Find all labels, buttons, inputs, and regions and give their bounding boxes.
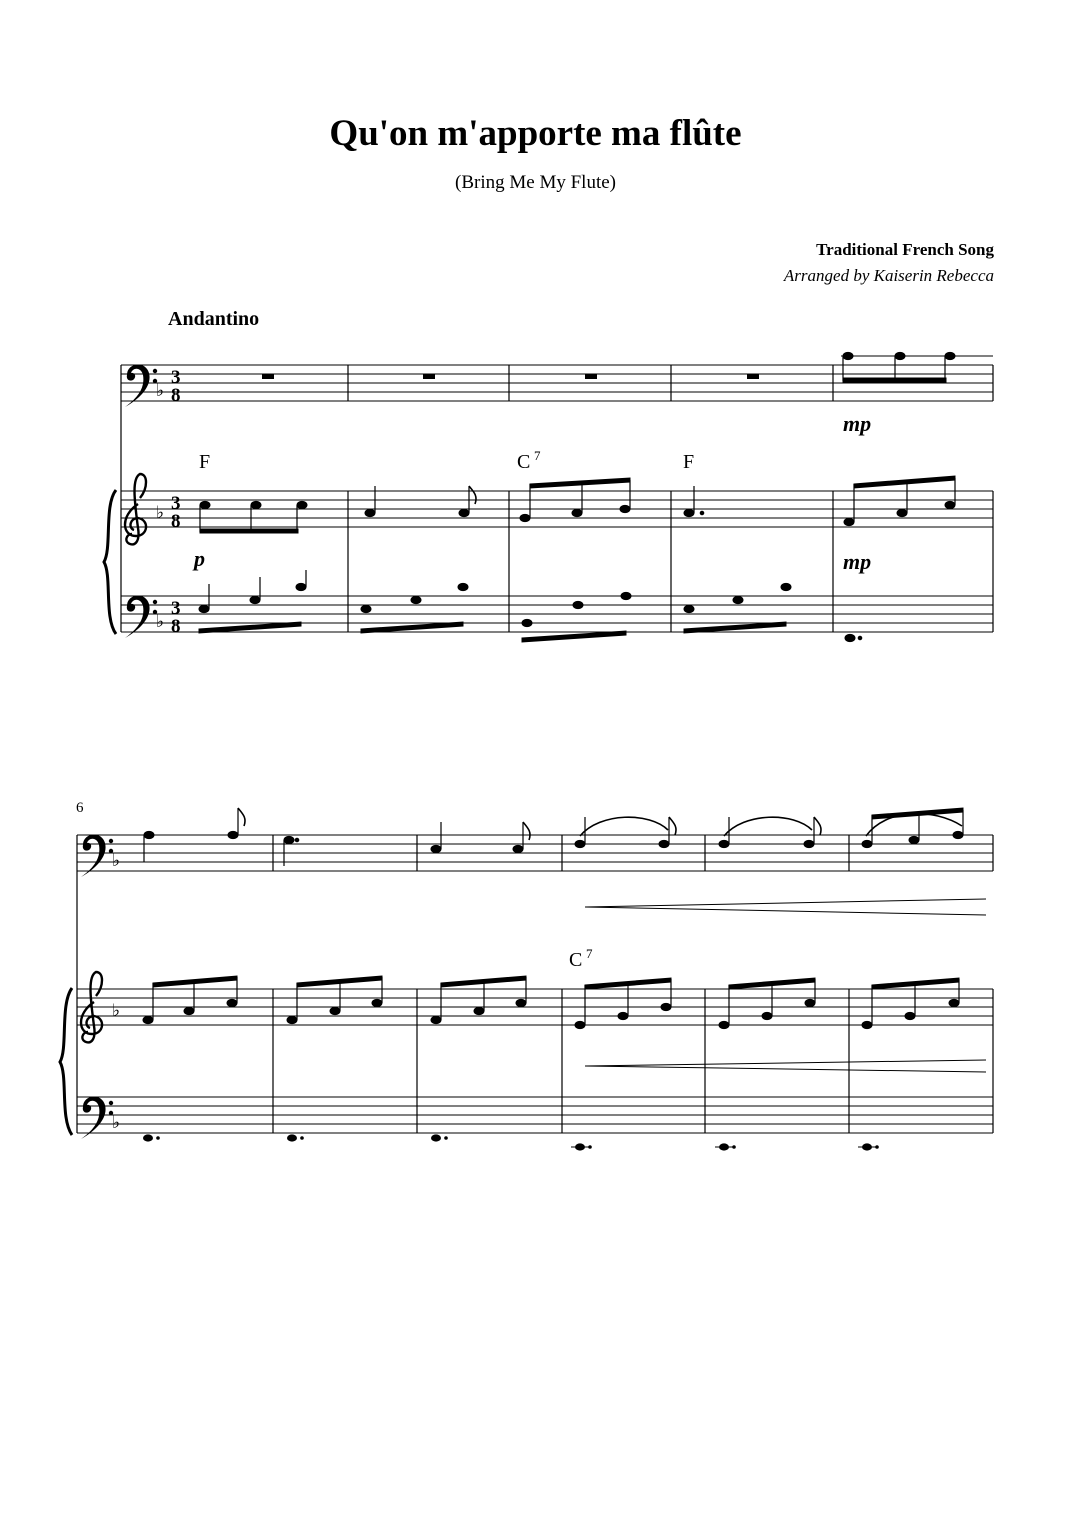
crescendo-hairpin — [585, 1060, 986, 1072]
svg-text:3: 3 — [171, 598, 181, 619]
key-signature-flats-2 — [112, 851, 120, 1133]
svg-text:♭: ♭ — [112, 1113, 121, 1133]
tempo-marking: Andantino — [168, 308, 260, 330]
system-1 — [104, 365, 993, 634]
piano-treble-notes-2 — [143, 976, 959, 1029]
solo-notes-2 — [144, 808, 963, 866]
arranger-credit: Arranged by Kaiserin Rebecca — [783, 266, 994, 285]
dynamic-mp: mp — [843, 411, 872, 436]
chord-symbol: C — [569, 949, 583, 971]
svg-text:8: 8 — [171, 616, 181, 637]
chord-superscript: 7 — [586, 946, 593, 961]
solo-staff-2 — [77, 835, 993, 871]
svg-text:♭: ♭ — [156, 381, 165, 401]
svg-text:3: 3 — [171, 367, 181, 388]
dynamic-mp: mp — [843, 549, 872, 574]
svg-text:♭: ♭ — [112, 1001, 121, 1021]
chord-superscript: 7 — [534, 448, 541, 463]
chord-symbol: F — [683, 451, 695, 473]
piano-treble-staff-1 — [121, 491, 993, 527]
measure-number: 6 — [76, 800, 84, 816]
composer-credit: Traditional French Song — [816, 240, 994, 259]
piano-bass-staff-2 — [77, 1097, 993, 1133]
score-subtitle: (Bring Me My Flute) — [455, 172, 616, 193]
svg-text:♭: ♭ — [156, 612, 165, 632]
piano-treble-staff-2 — [77, 989, 993, 1025]
svg-text:3: 3 — [171, 493, 181, 514]
svg-text:♭: ♭ — [112, 851, 121, 871]
solo-staff-1 — [121, 365, 993, 401]
piano-bass-notes-1 — [199, 570, 862, 642]
barlines-1 — [348, 365, 993, 632]
dynamic-p: p — [194, 546, 205, 571]
piano-bass-notes-2 — [143, 1134, 879, 1150]
svg-text:♭: ♭ — [156, 503, 165, 523]
score-title: Qu'on m'apporte ma flûte — [329, 113, 742, 154]
key-signature-flats-1 — [156, 381, 164, 632]
piano-brace-2 — [60, 988, 72, 1135]
crescendo-hairpin — [585, 899, 986, 915]
svg-text:8: 8 — [171, 511, 181, 532]
piano-treble-notes-1 — [200, 476, 955, 533]
chord-symbol: C — [517, 451, 531, 473]
chord-symbol: F — [199, 451, 211, 473]
piano-brace-1 — [104, 490, 116, 634]
whole-rests-1 — [262, 374, 759, 379]
solo-notes-m5 — [841, 352, 993, 382]
svg-text:8: 8 — [171, 385, 181, 406]
